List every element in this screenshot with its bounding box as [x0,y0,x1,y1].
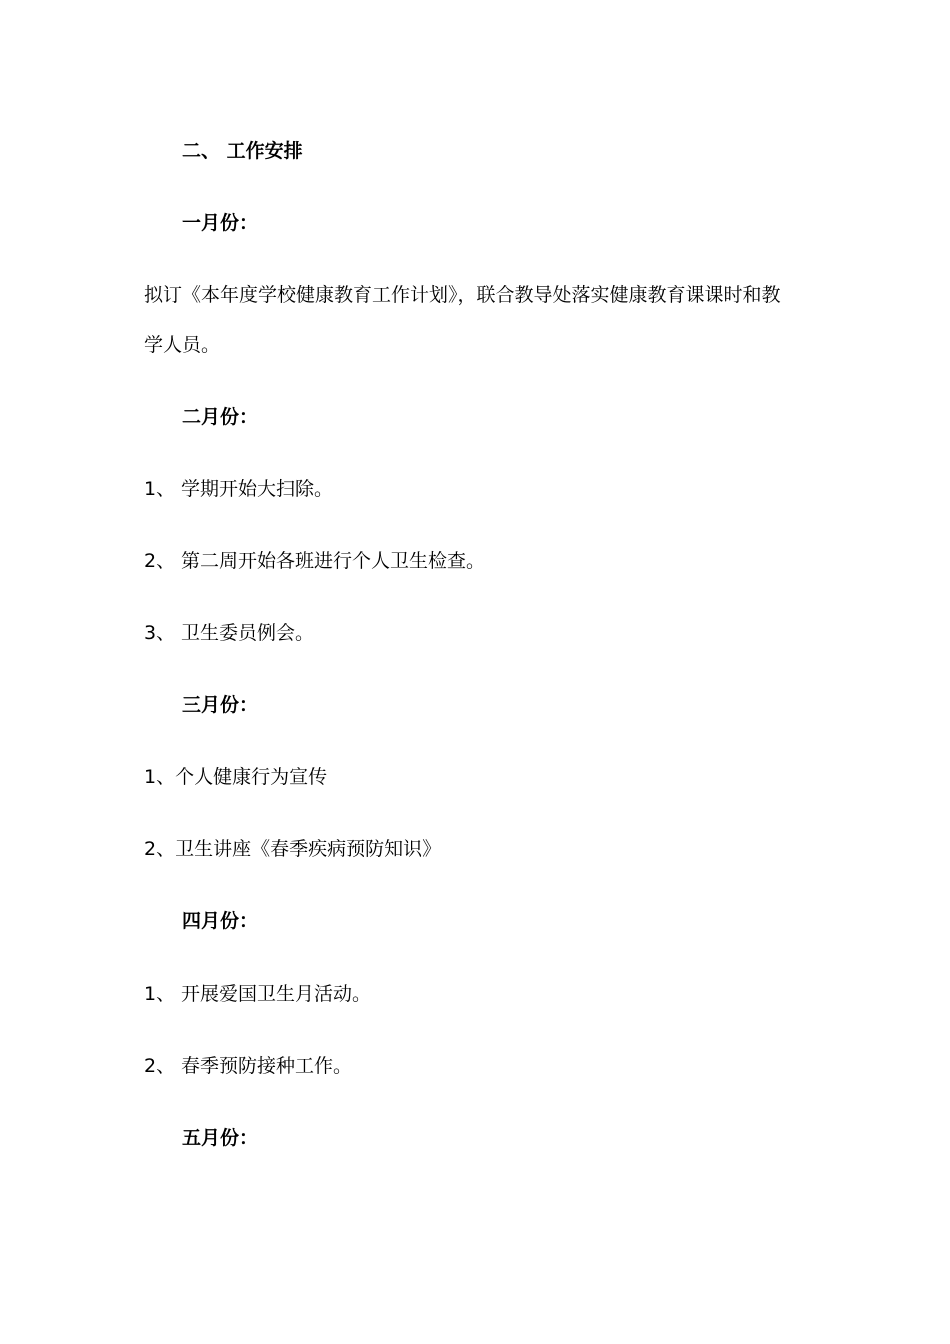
list-item-number: 2、 [144,550,176,572]
list-item-text: 第二周开始各班进行个人卫生检查。 [181,550,486,572]
month-heading-may: 五月份： [182,1127,259,1149]
list-item-number: 2、 [144,1055,176,1077]
list-item-text: 春季预防接种工作。 [181,1055,353,1077]
list-item-number: 3、 [144,622,176,644]
list-item [144,476,333,502]
list-item [144,620,314,646]
list-item-number: 1、 [144,983,176,1005]
list-item [144,548,485,574]
list-item-text: 学期开始大扫除。 [181,478,334,500]
list-item-text: 卫生委员例会。 [181,622,315,644]
paragraph-line: 学人员。 [144,334,221,356]
month-heading-april: 四月份： [182,910,259,932]
list-item-number: 1、 [144,478,176,500]
month-heading-january: 一月份： [182,212,259,234]
list-item [144,981,371,1007]
list-item: 1、个人健康行为宣传 [144,766,328,788]
list-item [144,1053,352,1079]
month-heading-march: 三月份： [182,694,259,716]
list-item-text: 开展爱国卫生月活动。 [181,983,372,1005]
section-title: 二、 工作安排 [182,140,303,162]
month-heading-february: 二月份： [182,406,259,428]
paragraph-line: 拟订《本年度学校健康教育工作计划》，联合教导处落实健康教育课课时和教 [144,284,781,306]
list-item: 2、卫生讲座《春季疾病预防知识》 [144,838,442,860]
